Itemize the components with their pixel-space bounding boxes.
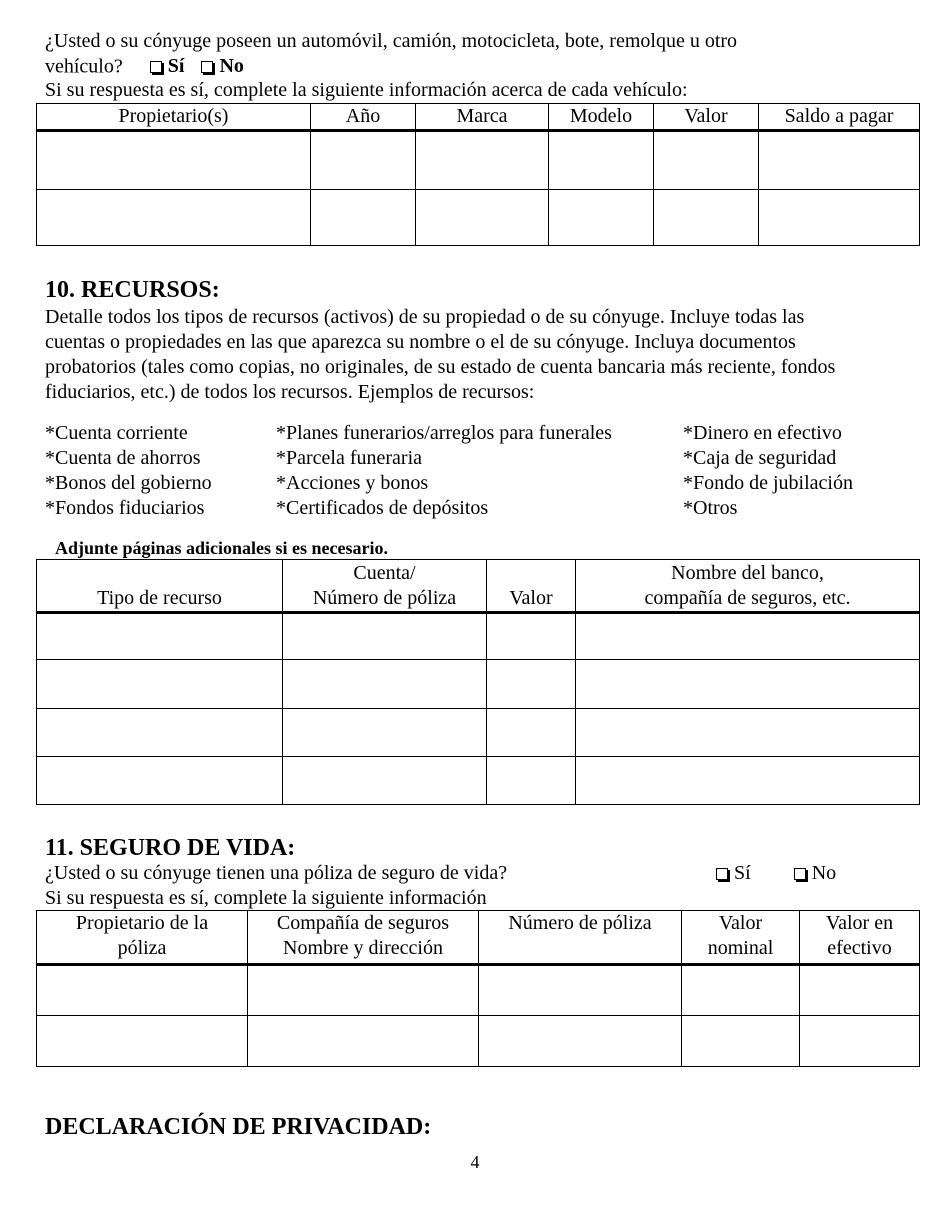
table-cell[interactable] xyxy=(37,131,311,190)
table-cell[interactable] xyxy=(248,1016,479,1067)
table-cell[interactable] xyxy=(682,965,800,1016)
examples-column-1 xyxy=(45,421,212,521)
life-no-label: No xyxy=(811,862,837,884)
table-cell[interactable] xyxy=(487,613,576,660)
example-item: *Fondos fiduciarios xyxy=(45,497,205,519)
resources-col-value: Valor xyxy=(487,560,576,613)
vehicle-yes-label: Sí xyxy=(167,55,185,77)
vehicle-question-line1: ¿Usted o su cónyuge poseen un automóvil, camión, motocicleta, bote, remolque u otro xyxy=(45,30,738,52)
resources-para-line4: fiduciarios, etc.) de todos los recursos. Ejemplos de recursos: xyxy=(45,381,535,403)
page-number: 4 xyxy=(470,1152,480,1172)
example-item: *Dinero en efectivo xyxy=(683,422,842,444)
table-row xyxy=(37,131,920,190)
table-cell[interactable] xyxy=(248,965,479,1016)
life-col-face-value: Valor nominal xyxy=(682,911,800,965)
table-cell[interactable] xyxy=(37,965,248,1016)
table-cell[interactable] xyxy=(576,660,920,709)
attach-note: Adjunte páginas adicionales si es necesario. xyxy=(55,538,389,558)
table-cell[interactable] xyxy=(37,613,283,660)
resources-col-type: Tipo de recurso xyxy=(37,560,283,613)
life-insurance-instruction: Si su respuesta es sí, complete la siguiente información xyxy=(45,887,487,909)
table-cell[interactable] xyxy=(759,190,920,246)
table-cell[interactable] xyxy=(800,965,920,1016)
table-cell[interactable] xyxy=(487,709,576,757)
checkbox-icon[interactable] xyxy=(150,61,162,73)
life-yes-label: Sí xyxy=(734,862,751,884)
vehicle-col-make: Marca xyxy=(416,104,549,131)
table-cell[interactable] xyxy=(37,709,283,757)
vehicle-header-row xyxy=(37,104,920,131)
vehicle-col-year: Año xyxy=(311,104,416,131)
table-cell[interactable] xyxy=(37,1016,248,1067)
table-cell[interactable] xyxy=(549,190,654,246)
table-cell[interactable] xyxy=(487,660,576,709)
table-cell[interactable] xyxy=(576,709,920,757)
table-cell[interactable] xyxy=(682,1016,800,1067)
table-row xyxy=(37,1016,920,1067)
table-cell[interactable] xyxy=(549,131,654,190)
life-no-option[interactable] xyxy=(794,861,836,886)
example-item: *Cuenta corriente xyxy=(45,422,188,444)
resources-col-account: Cuenta/ Número de póliza xyxy=(283,560,487,613)
table-row xyxy=(37,965,920,1016)
table-cell[interactable] xyxy=(37,757,283,805)
table-cell[interactable] xyxy=(654,131,759,190)
example-item: *Caja de seguridad xyxy=(683,447,837,469)
resources-header-row xyxy=(37,560,920,613)
example-item: *Cuenta de ahorros xyxy=(45,447,201,469)
table-cell[interactable] xyxy=(283,660,487,709)
life-yes-option[interactable] xyxy=(716,861,751,886)
life-col-cash-value: Valor en efectivo xyxy=(800,911,920,965)
checkbox-icon[interactable] xyxy=(716,868,728,880)
example-item: *Parcela funeraria xyxy=(276,447,423,469)
life-insurance-table xyxy=(36,910,920,1067)
vehicle-col-balance: Saldo a pagar xyxy=(759,104,920,131)
table-row xyxy=(37,757,920,805)
table-cell[interactable] xyxy=(479,965,682,1016)
example-item: *Certificados de depósitos xyxy=(276,497,489,519)
vehicle-col-model: Modelo xyxy=(549,104,654,131)
table-row xyxy=(37,190,920,246)
privacy-title: DECLARACIÓN DE PRIVACIDAD: xyxy=(45,1114,432,1140)
table-cell[interactable] xyxy=(311,131,416,190)
vehicle-col-owner: Propietario(s) xyxy=(37,104,311,131)
table-cell[interactable] xyxy=(800,1016,920,1067)
table-cell[interactable] xyxy=(576,613,920,660)
table-cell[interactable] xyxy=(576,757,920,805)
life-insurance-title: 11. SEGURO DE VIDA: xyxy=(45,835,296,861)
resources-para-line2: cuentas o propiedades en las que aparezca su nombre o el de su cónyuge. Incluya documentos xyxy=(45,331,796,353)
table-cell[interactable] xyxy=(37,190,311,246)
resources-para-line1: Detalle todos los tipos de recursos (activos) de su propiedad o de su cónyuge. Incluye todas las xyxy=(45,306,805,328)
life-insurance-question: ¿Usted o su cónyuge tienen una póliza de seguro de vida? xyxy=(45,862,508,884)
vehicle-no-option[interactable] xyxy=(201,54,243,79)
life-col-company: Compañía de seguros Nombre y dirección xyxy=(248,911,479,965)
life-header-row xyxy=(37,911,920,965)
table-cell[interactable] xyxy=(283,757,487,805)
examples-column-3 xyxy=(683,421,853,521)
life-col-policy: Número de póliza xyxy=(479,911,682,965)
vehicle-table xyxy=(36,103,920,246)
vehicle-question-label: vehículo? xyxy=(45,55,123,78)
table-cell[interactable] xyxy=(283,613,487,660)
examples-column-2 xyxy=(276,421,612,521)
table-row xyxy=(37,613,920,660)
table-cell[interactable] xyxy=(416,131,549,190)
table-cell[interactable] xyxy=(37,660,283,709)
life-col-owner: Propietario de la póliza xyxy=(37,911,248,965)
example-item: *Otros xyxy=(683,497,738,519)
checkbox-icon[interactable] xyxy=(201,61,213,73)
table-cell[interactable] xyxy=(487,757,576,805)
vehicle-yes-option[interactable] xyxy=(150,54,185,79)
checkbox-icon[interactable] xyxy=(794,868,806,880)
table-row xyxy=(37,660,920,709)
life-insurance-options xyxy=(716,861,836,887)
resources-col-bank: Nombre del banco, compañía de seguros, etc. xyxy=(576,560,920,613)
table-row xyxy=(37,709,920,757)
table-cell[interactable] xyxy=(759,131,920,190)
table-cell[interactable] xyxy=(311,190,416,246)
example-item: *Planes funerarios/arreglos para funerales xyxy=(276,422,612,444)
example-item: *Acciones y bonos xyxy=(276,472,429,494)
table-cell[interactable] xyxy=(283,709,487,757)
vehicle-col-value: Valor xyxy=(654,104,759,131)
resources-title: 10. RECURSOS: xyxy=(45,277,220,303)
table-cell[interactable] xyxy=(479,1016,682,1067)
table-cell[interactable] xyxy=(654,190,759,246)
resources-para-line3: probatorios (tales como copias, no originales, de su estado de cuenta bancaria más reciente, fondos xyxy=(45,356,836,378)
vehicle-no-label: No xyxy=(219,55,244,77)
example-item: *Fondo de jubilación xyxy=(683,472,853,494)
vehicle-instruction: Si su respuesta es sí, complete la siguiente información acerca de cada vehículo: xyxy=(45,79,688,101)
vehicle-question-line2 xyxy=(45,54,244,80)
table-cell[interactable] xyxy=(416,190,549,246)
resources-table xyxy=(36,559,920,805)
example-item: *Bonos del gobierno xyxy=(45,472,212,494)
